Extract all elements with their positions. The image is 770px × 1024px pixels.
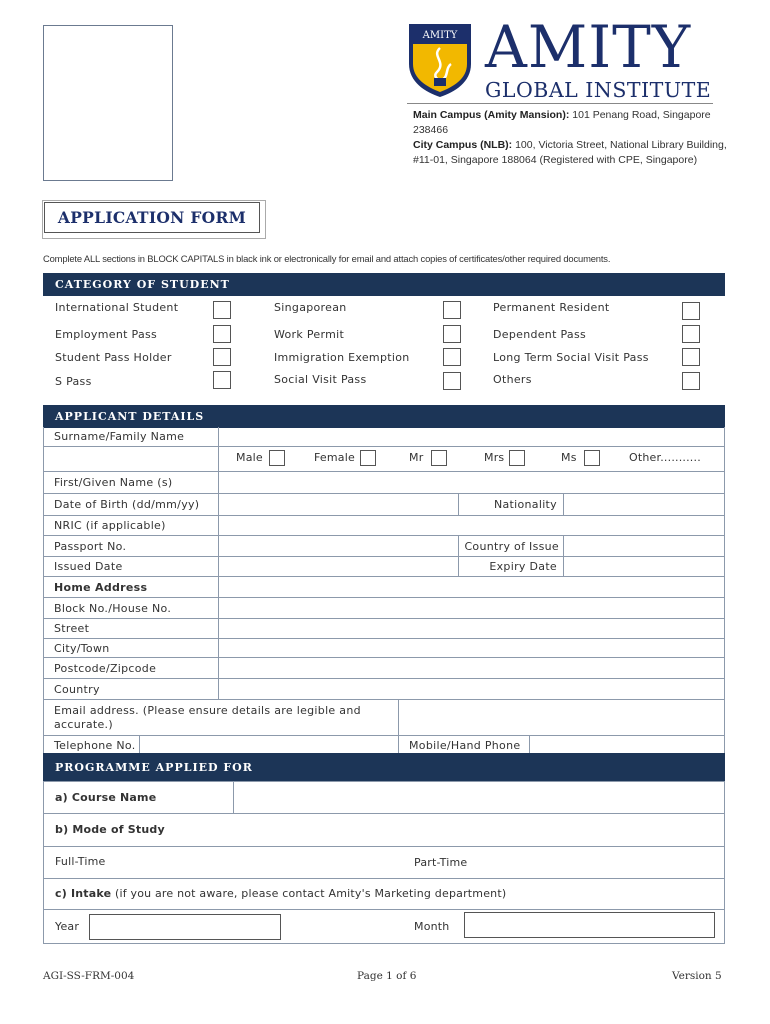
category-grid bbox=[43, 296, 725, 394]
checkbox-student-pass-holder[interactable] bbox=[213, 348, 231, 366]
checkbox-international-student[interactable] bbox=[213, 301, 231, 319]
label-female: Female bbox=[314, 451, 355, 464]
row-dob bbox=[44, 494, 724, 516]
surname-field-continued[interactable] bbox=[44, 447, 218, 471]
label-mobile: Mobile/Hand Phone bbox=[409, 738, 521, 752]
photo-box bbox=[43, 25, 173, 181]
checkbox-mrs[interactable] bbox=[509, 450, 525, 466]
checkbox-s-pass[interactable] bbox=[213, 371, 231, 389]
intake-note: (if you are not aware, please contact Amity's Marketing department) bbox=[111, 887, 507, 900]
row-passport bbox=[44, 536, 724, 557]
label-nationality: Nationality bbox=[493, 498, 557, 511]
label-mode-of-study: b) Mode of Study bbox=[55, 823, 165, 836]
option-immigration-exemption: Immigration Exemption bbox=[274, 351, 410, 364]
row-block bbox=[44, 598, 724, 619]
label-ms: Ms bbox=[561, 451, 577, 464]
label-country: Country bbox=[54, 682, 100, 696]
issued-date-field[interactable] bbox=[219, 557, 458, 576]
label-country-of-issue: Country of Issue bbox=[464, 539, 559, 553]
checkbox-immigration-exemption[interactable] bbox=[443, 348, 461, 366]
first-name-field[interactable] bbox=[219, 472, 724, 493]
label-dob: Date of Birth (dd/mm/yy) bbox=[54, 498, 200, 511]
checkbox-mr[interactable] bbox=[431, 450, 447, 466]
row-surname bbox=[44, 427, 724, 447]
footer-form-code: AGI-SS-FRM-004 bbox=[43, 970, 135, 982]
option-s-pass: S Pass bbox=[55, 375, 92, 388]
instructions: Complete ALL sections in BLOCK CAPITALS in black ink or electronically for email and attach copies of certificates/other required documents. bbox=[43, 253, 611, 264]
main-campus-address: 101 Penang Road, Singapore 238466 bbox=[413, 109, 711, 136]
option-long-term-social-visit-pass: Long Term Social Visit Pass bbox=[493, 351, 649, 364]
label-part-time[interactable]: Part-Time bbox=[414, 856, 468, 869]
logo-subtitle: GLOBAL INSTITUTE bbox=[485, 78, 712, 102]
postcode-field[interactable] bbox=[219, 658, 724, 678]
programme-header: PROGRAMME APPLIED FOR bbox=[43, 753, 725, 781]
label-passport: Passport No. bbox=[54, 539, 127, 553]
label-issued-date: Issued Date bbox=[54, 560, 123, 573]
label-intake bbox=[55, 887, 506, 900]
option-singaporean: Singaporean bbox=[274, 301, 347, 314]
telephone-field[interactable] bbox=[140, 736, 398, 754]
checkbox-employment-pass[interactable] bbox=[213, 325, 231, 343]
checkbox-others[interactable] bbox=[682, 372, 700, 390]
row-first-name bbox=[44, 472, 724, 494]
option-dependent-pass: Dependent Pass bbox=[493, 328, 587, 341]
label-mrs: Mrs bbox=[484, 451, 505, 464]
month-field[interactable] bbox=[464, 912, 715, 938]
checkbox-permanent-resident[interactable] bbox=[682, 302, 700, 320]
row-city bbox=[44, 639, 724, 658]
footer-version: Version 5 bbox=[672, 970, 722, 982]
intake-row bbox=[43, 879, 725, 910]
label-mr: Mr bbox=[409, 451, 424, 464]
label-month: Month bbox=[414, 920, 450, 933]
divider bbox=[218, 447, 219, 471]
row-home-address bbox=[44, 577, 724, 598]
label-course-name: a) Course Name bbox=[55, 791, 157, 804]
shield-text: AMITY bbox=[422, 30, 458, 41]
block-field[interactable] bbox=[219, 598, 724, 618]
surname-field[interactable] bbox=[219, 427, 724, 446]
label-telephone: Telephone No. bbox=[54, 738, 136, 752]
row-gender-title bbox=[44, 447, 724, 472]
checkbox-male[interactable] bbox=[269, 450, 285, 466]
course-name-field[interactable] bbox=[234, 782, 724, 813]
option-others: Others bbox=[493, 373, 532, 386]
label-nric: NRIC (if applicable) bbox=[54, 519, 166, 532]
label-other: Other........... bbox=[629, 451, 701, 464]
logo-wordmark: AMITY bbox=[485, 13, 692, 81]
label-surname: Surname/Family Name bbox=[54, 430, 185, 443]
intake-title: c) Intake bbox=[55, 887, 112, 900]
city-field[interactable] bbox=[219, 639, 724, 657]
row-street bbox=[44, 619, 724, 639]
label-street: Street bbox=[54, 622, 90, 635]
option-work-permit: Work Permit bbox=[274, 328, 345, 341]
mode-of-study-row bbox=[43, 814, 725, 847]
city-campus-label: City Campus (NLB): bbox=[413, 139, 513, 151]
label-email: Email address. (Please ensure details are legible and accurate.) bbox=[54, 703, 361, 731]
email-field[interactable] bbox=[399, 700, 724, 735]
label-full-time[interactable]: Full-Time bbox=[55, 855, 106, 868]
label-first-name: First/Given Name (s) bbox=[54, 476, 173, 489]
year-field[interactable] bbox=[89, 914, 281, 940]
divider bbox=[218, 577, 219, 597]
label-year: Year bbox=[55, 920, 80, 933]
expiry-date-field[interactable] bbox=[564, 557, 724, 576]
option-employment-pass: Employment Pass bbox=[55, 328, 158, 341]
shield-icon bbox=[407, 20, 473, 98]
checkbox-social-visit-pass[interactable] bbox=[443, 372, 461, 390]
applicant-header: APPLICANT DETAILS bbox=[43, 405, 725, 428]
checkbox-work-permit[interactable] bbox=[443, 325, 461, 343]
label-expiry-date: Expiry Date bbox=[489, 560, 557, 573]
mobile-field[interactable] bbox=[530, 736, 724, 754]
street-field[interactable] bbox=[219, 619, 724, 638]
option-international-student: International Student bbox=[55, 301, 179, 314]
passport-field[interactable] bbox=[219, 536, 458, 556]
nationality-field[interactable] bbox=[564, 494, 724, 515]
logo-divider bbox=[407, 103, 713, 104]
applicant-table bbox=[43, 427, 725, 755]
year-month-row bbox=[43, 910, 725, 944]
checkbox-long-term-social-visit-pass[interactable] bbox=[682, 348, 700, 366]
city-campus-address: 100, Victoria Street, National Library Building, #11-01, Singapore 188064 (Registered with CPE, Singapore) bbox=[413, 139, 727, 166]
nric-field[interactable] bbox=[219, 516, 724, 535]
study-type-row bbox=[43, 847, 725, 879]
country-of-issue-field[interactable] bbox=[564, 536, 724, 556]
label-male: Male bbox=[236, 451, 263, 464]
label-block: Block No./House No. bbox=[54, 601, 172, 615]
option-student-pass-holder: Student Pass Holder bbox=[55, 351, 172, 364]
checkbox-ms[interactable] bbox=[584, 450, 600, 466]
row-nric bbox=[44, 516, 724, 536]
checkbox-dependent-pass[interactable] bbox=[682, 325, 700, 343]
row-issued-date bbox=[44, 557, 724, 577]
campus-addresses bbox=[413, 108, 733, 168]
row-country bbox=[44, 679, 724, 700]
row-postcode bbox=[44, 658, 724, 679]
label-home-address: Home Address bbox=[54, 580, 148, 594]
course-name-row bbox=[43, 781, 725, 814]
row-email bbox=[44, 700, 724, 736]
checkbox-female[interactable] bbox=[360, 450, 376, 466]
checkbox-singaporean[interactable] bbox=[443, 301, 461, 319]
country-field[interactable] bbox=[219, 679, 724, 699]
label-city: City/Town bbox=[54, 641, 110, 655]
footer-page-number: Page 1 of 6 bbox=[357, 970, 417, 982]
amity-logo bbox=[407, 13, 727, 106]
label-postcode: Postcode/Zipcode bbox=[54, 661, 157, 675]
category-header: CATEGORY OF STUDENT bbox=[43, 273, 725, 296]
dob-field[interactable] bbox=[219, 494, 458, 515]
option-social-visit-pass: Social Visit Pass bbox=[274, 373, 367, 386]
form-title: APPLICATION FORM bbox=[44, 202, 260, 233]
main-campus-label: Main Campus (Amity Mansion): bbox=[413, 109, 570, 121]
option-permanent-resident: Permanent Resident bbox=[493, 301, 610, 314]
